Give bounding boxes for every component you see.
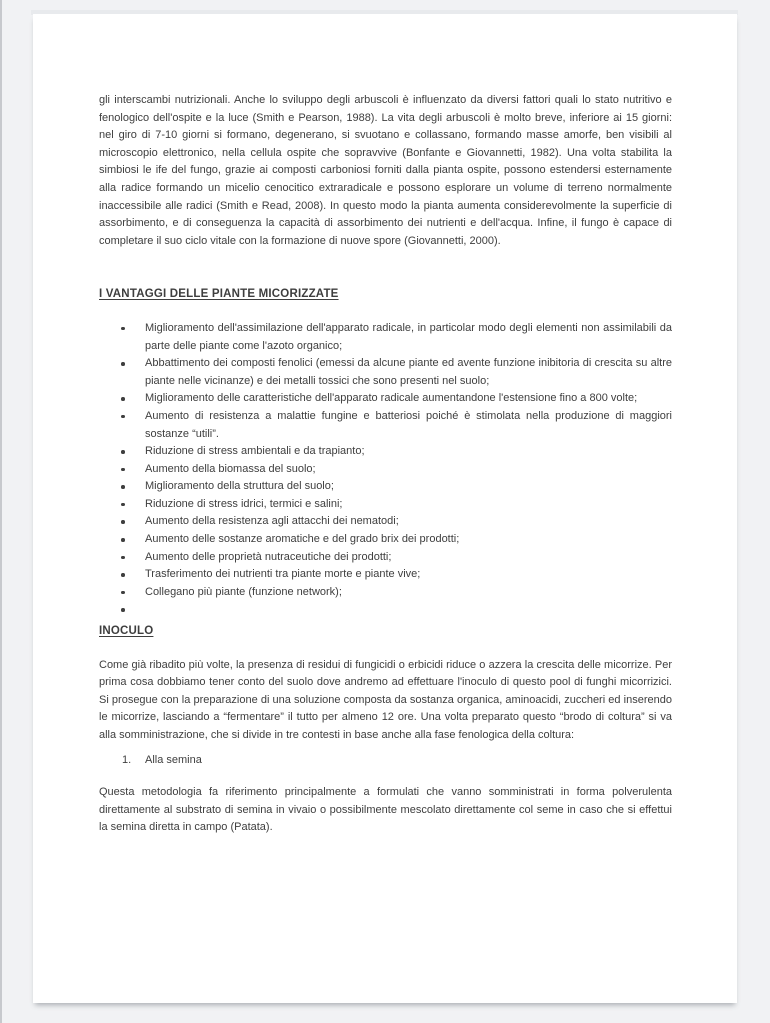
list-item: Aumento della resistenza agli attacchi dei nematodi; <box>145 513 672 531</box>
list-item: Trasferimento dei nutrienti tra piante morte e piante vive; <box>145 566 672 584</box>
list-item: Aumento di resistenza a malattie fungine e batteriosi poiché è stimolata nella produzione di maggiori sostanze “utili”. <box>145 408 672 443</box>
paragraph-arbuscoli: gli interscambi nutrizionali. Anche lo sviluppo degli arbuscoli è influenzato da diversi fattori quali lo stato nutritivo e fenologico dell'ospite e la luce (Smith e Pearson, 1988). La vita degli arbuscoli è molto breve, inferiore ai 15 giorni: nel giro di 7-10 giorni si formano, degenerano, si svuotano e collassano, formando masse amorfe, ben visibili al microscopio elettronico, nella cellula ospite che sopravvive (Bonfante e Giovannetti, 1982). Una volta stabilita la simbiosi le ife del fungo, grazie ai composti carboniosi forniti dalla pianta ospite, possono estendersi esternamente alla radice formando un micelio cenocitico extraradicale e possono esplorare un volume di terreno normalmente inaccessibile alle radici (Smith e Read, 2008). In questo modo la pianta aumenta considerevolmente la superficie di assorbimento, e di conseguenza la capacità di assorbimento dei nutrienti e dell'acqua. Infine, il fungo è capace di completare il suo ciclo vitale con la formazione di nuove spore (Giovannetti, 2000). <box>99 94 672 247</box>
list-item-empty <box>145 601 672 619</box>
list-item: Miglioramento della struttura del suolo; <box>145 478 672 496</box>
numbered-item-number: 1. <box>122 753 132 766</box>
document-page <box>33 14 737 1003</box>
numbered-item-label: Alla semina <box>145 753 202 766</box>
list-item: Aumento delle sostanze aromatiche e del grado brix dei prodotti; <box>145 531 672 549</box>
left-edge-line <box>0 0 2 1023</box>
advantages-list <box>99 320 672 619</box>
paragraph-semina: Questa metodologia fa riferimento principalmente a formulati che vanno somministrati in forma polverulenta direttamente al substrato di semina in vivaio o possibilmente mescolato direttamente col seme in caso che si effettui la semina diretta in campo (Patata). <box>99 786 672 834</box>
list-item: Riduzione di stress ambientali e da trapianto; <box>145 443 672 461</box>
list-item: Abbattimento dei composti fenolici (emessi da alcune piante ed avente funzione inibitoria di crescita su altre piante nelle vicinanze) e dei metalli tossici che sono presenti nel suolo; <box>145 355 672 390</box>
list-item: Aumento della biomassa del suolo; <box>145 461 672 479</box>
paragraph-inoculo: Come già ribadito più volte, la presenza di residui di fungicidi o erbicidi riduce o azzera la crescita delle micorrize. Per prima cosa dobbiamo tener conto del suolo dove andremo ad effettuare l'inoculo di questo pool di funghi micorrizici. Si prosegue con la preparazione di una soluzione composta da sostanza organica, aminoacidi, zuccheri ed inserendo le micorrize, lasciando a “fermentare” il tutto per almeno 12 ore. Una volta preparato questo “brodo di coltura” si va alla somministrazione, che si divide in tre contesti in base anche alla fase fenologica della coltura: <box>99 658 672 741</box>
list-item: Collegano più piante (funzione network); <box>145 584 672 602</box>
list-item: Miglioramento dell'assimilazione dell'apparato radicale, in particolar modo degli elementi non assimilabili da parte delle piante come l'azoto organico; <box>145 320 672 355</box>
list-item: Aumento delle proprietà nutraceutiche dei prodotti; <box>145 549 672 567</box>
heading-inoculo: INOCULO <box>99 625 154 638</box>
numbered-item-alla-semina <box>99 752 672 770</box>
list-item: Miglioramento delle caratteristiche dell'apparato radicale aumentandone l'estensione fino a 800 volte; <box>145 390 672 408</box>
list-item: Riduzione di stress idrici, termici e salini; <box>145 496 672 514</box>
heading-vantaggi-piante-micorizzate: I VANTAGGI DELLE PIANTE MICORIZZATE <box>99 288 339 301</box>
